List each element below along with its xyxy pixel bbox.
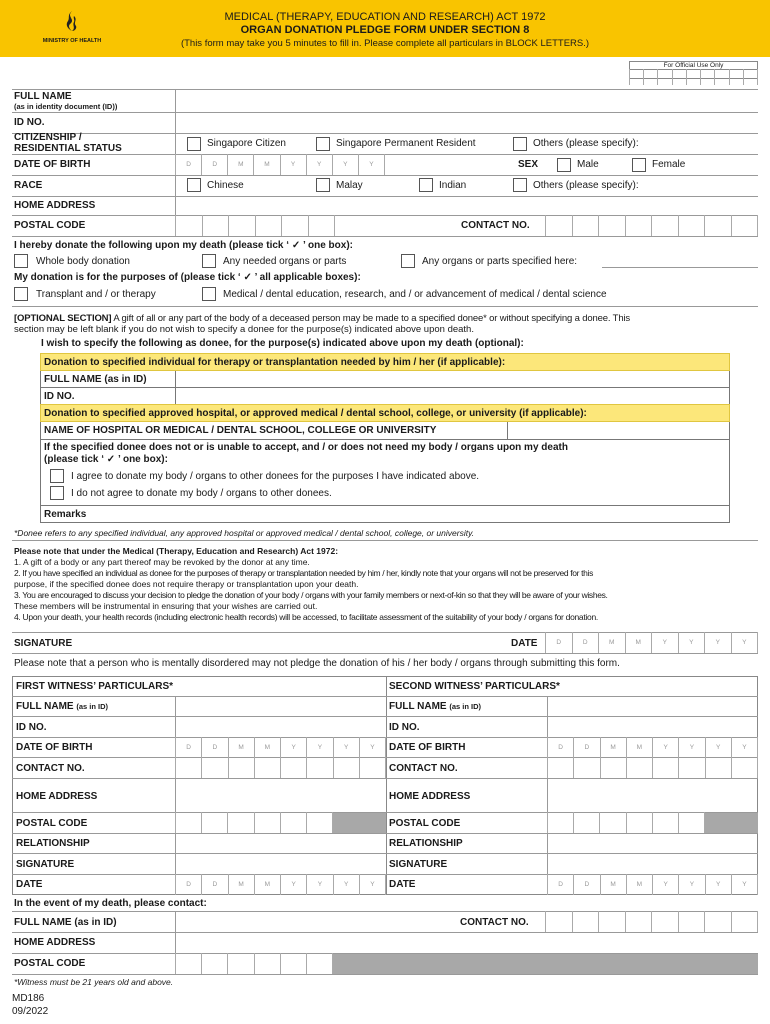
entry-cell[interactable] xyxy=(573,757,599,778)
title-subtitle: (This form may take you 5 minutes to fill in. Please complete all particulars in BLOCK LETTERS.) xyxy=(180,38,590,49)
donate-heading: I hereby donate the following upon my death (please tick ‘ ✓ ’ one box): xyxy=(14,240,353,251)
date-label: DATE xyxy=(511,638,538,649)
entry-cell[interactable]: D xyxy=(547,874,573,895)
entry-cell[interactable]: M xyxy=(227,154,253,175)
entry-cell[interactable]: M xyxy=(625,632,652,653)
full-name-input[interactable] xyxy=(176,90,758,112)
entry-cell[interactable] xyxy=(678,911,705,932)
entry-cell[interactable] xyxy=(545,911,572,932)
residential-status-label: RESIDENTIAL STATUS xyxy=(14,143,122,154)
whole-body-label: Whole body donation xyxy=(36,256,130,267)
entry-cell[interactable] xyxy=(280,812,306,833)
education-checkbox[interactable] xyxy=(202,287,216,301)
entry-cell[interactable] xyxy=(333,757,359,778)
w1-signature-label: SIGNATURE xyxy=(16,859,75,870)
w2-id-no-input[interactable] xyxy=(548,717,758,737)
race-label: RACE xyxy=(14,180,43,191)
w2-id-no-label: ID NO. xyxy=(389,722,420,733)
entry-cell[interactable] xyxy=(704,215,731,236)
entry-cell[interactable] xyxy=(227,953,253,974)
needed-organs-label: Any needed organs or parts xyxy=(223,256,347,267)
notes-heading: Please note that under the Medical (Therapy, Education and Research) Act 1972: xyxy=(14,546,339,556)
female-checkbox[interactable] xyxy=(632,158,646,172)
race-others-label: Others (please specify): xyxy=(533,180,639,191)
w2-dob-cells[interactable] xyxy=(547,737,758,757)
w1-full-name-label: FULL NAME (as in ID) xyxy=(16,701,109,712)
title-act: MEDICAL (THERAPY, EDUCATION AND RESEARCH) ACT 1972 xyxy=(224,11,546,23)
disagree-label: I do not agree to donate my body / organs to other donees. xyxy=(71,488,332,499)
entry-cell[interactable] xyxy=(175,953,201,974)
home-address-label: HOME ADDRESS xyxy=(14,200,96,211)
w1-date-cells[interactable] xyxy=(175,874,386,895)
entry-cell[interactable]: M xyxy=(626,874,652,895)
entry-cell[interactable] xyxy=(598,911,625,932)
education-label: Medical / dental education, research, and / or advancement of medical / dental science xyxy=(223,289,607,300)
entry-cell[interactable] xyxy=(678,757,704,778)
entry-cell[interactable]: Y xyxy=(359,737,386,757)
w2-date-label: DATE xyxy=(389,879,416,890)
entry-cell[interactable]: M xyxy=(598,632,625,653)
hospital-name-input[interactable] xyxy=(508,422,730,439)
w1-postal-shade xyxy=(333,813,386,833)
entry-cell[interactable]: Y xyxy=(280,737,306,757)
w2-home-label: HOME ADDRESS xyxy=(389,791,471,802)
entry-cell[interactable] xyxy=(731,757,758,778)
entry-cell[interactable]: D xyxy=(175,874,201,895)
entry-cell[interactable]: M xyxy=(600,874,626,895)
entry-cell[interactable] xyxy=(731,911,759,932)
entry-cell[interactable] xyxy=(280,757,306,778)
w2-contact-label: CONTACT NO. xyxy=(389,763,458,774)
entry-cell[interactable] xyxy=(281,215,308,236)
w2-contact-cells[interactable] xyxy=(547,757,758,778)
needed-organs-checkbox[interactable] xyxy=(202,254,216,268)
contact-heading: In the event of my death, please contact: xyxy=(14,898,207,909)
w1-signature-input[interactable] xyxy=(176,854,386,874)
w1-postal-cells[interactable] xyxy=(175,812,333,833)
postal-code-label: POSTAL CODE xyxy=(14,220,86,231)
entry-cell[interactable] xyxy=(306,953,333,974)
entry-cell[interactable] xyxy=(280,953,306,974)
first-witness-heading: FIRST WITNESS’ PARTICULARS* xyxy=(16,681,174,692)
entry-cell[interactable] xyxy=(175,757,201,778)
entry-cell[interactable] xyxy=(547,812,573,833)
entry-cell[interactable]: Y xyxy=(306,737,332,757)
entry-cell[interactable] xyxy=(202,215,229,236)
donee-id-no-label: ID NO. xyxy=(44,391,75,402)
transplant-label: Transplant and / or therapy xyxy=(36,289,156,300)
w2-full-name-input[interactable] xyxy=(548,697,758,716)
entry-cell[interactable] xyxy=(651,215,678,236)
contact-home-label: HOME ADDRESS xyxy=(14,937,96,948)
w1-relationship-label: RELATIONSHIP xyxy=(16,838,90,849)
contact-no-cells-2[interactable] xyxy=(545,911,758,932)
contact-full-name-input[interactable] xyxy=(176,912,456,932)
form-version-date: 09/2022 xyxy=(12,1006,49,1017)
entry-cell[interactable]: D xyxy=(573,874,599,895)
malay-checkbox[interactable] xyxy=(316,178,330,192)
entry-cell[interactable] xyxy=(201,812,227,833)
entry-cell[interactable] xyxy=(729,69,743,85)
specified-organs-line[interactable] xyxy=(602,267,758,268)
entry-cell[interactable]: D xyxy=(573,737,599,757)
mental-disorder-note: Please note that a person who is mentally disordered may not pledge the donation of his / her body / organs through submitting this form. xyxy=(14,658,620,669)
entry-cell[interactable] xyxy=(652,812,678,833)
w2-signature-input[interactable] xyxy=(548,854,758,874)
contact-no-label-2: CONTACT NO. xyxy=(460,917,529,928)
signature-label: SIGNATURE xyxy=(14,638,73,649)
entry-cell[interactable]: Y xyxy=(731,874,758,895)
entry-cell[interactable] xyxy=(643,69,657,85)
entry-cell[interactable]: Y xyxy=(678,737,704,757)
contact-postal-cells[interactable] xyxy=(175,953,333,974)
sg-pr-label: Singapore Permanent Resident xyxy=(336,138,476,149)
if-not-line-1: If the specified donee does not or is unable to accept, and / or does not need my body / organs upon my death xyxy=(44,442,568,453)
donee-full-name-label: FULL NAME (as in ID) xyxy=(44,374,147,385)
entry-cell[interactable]: D xyxy=(175,737,201,757)
entry-cell[interactable]: M xyxy=(228,874,254,895)
full-name-sublabel: (as in identity document (ID)) xyxy=(14,102,118,111)
entry-cell[interactable]: Y xyxy=(705,737,731,757)
entry-cell[interactable] xyxy=(572,911,599,932)
agree-label: I agree to donate my body / organs to other donees for the purposes I have indicated above. xyxy=(71,471,480,482)
entry-cell[interactable]: D xyxy=(175,154,201,175)
entry-cell[interactable]: Y xyxy=(332,154,358,175)
entry-cell[interactable] xyxy=(228,757,254,778)
specified-organs-checkbox[interactable] xyxy=(401,254,415,268)
moh-logo xyxy=(32,10,112,44)
disagree-checkbox[interactable] xyxy=(50,486,64,500)
contact-home-input[interactable] xyxy=(176,933,758,953)
w2-relationship-label: RELATIONSHIP xyxy=(389,838,463,849)
entry-cell[interactable]: M xyxy=(254,737,280,757)
entry-cell[interactable] xyxy=(201,953,227,974)
purpose-heading: My donation is for the purposes of (please tick ‘ ✓ ’ all applicable boxes): xyxy=(14,272,361,283)
entry-cell[interactable] xyxy=(227,812,253,833)
entry-cell[interactable] xyxy=(678,812,705,833)
w2-postal-shade xyxy=(705,813,758,833)
entry-cell[interactable] xyxy=(652,757,678,778)
optional-text-2: section may be left blank if you do not wish to specify a donee for the purpose(s) indicated above upon death. xyxy=(14,324,474,335)
entry-cell[interactable] xyxy=(547,757,573,778)
w2-postal-cells[interactable] xyxy=(547,812,705,833)
entry-cell[interactable]: Y xyxy=(678,632,705,653)
entry-cell[interactable]: M xyxy=(600,737,626,757)
remarks-input[interactable] xyxy=(100,506,730,523)
id-no-input[interactable] xyxy=(176,113,758,133)
w2-postal-label: POSTAL CODE xyxy=(389,818,461,829)
entry-cell[interactable]: D xyxy=(545,632,572,653)
signature-date-cells[interactable] xyxy=(545,632,758,653)
hospital-name-label: NAME OF HOSPITAL OR MEDICAL / DENTAL SCHOOL, COLLEGE OR UNIVERSITY xyxy=(44,425,437,436)
id-no-label: ID NO. xyxy=(14,117,45,128)
w1-date-label: DATE xyxy=(16,879,43,890)
wish-heading: I wish to specify the following as donee, for the purpose(s) indicated above upon my death (optional): xyxy=(41,338,524,349)
sg-citizen-checkbox[interactable] xyxy=(187,137,201,151)
sg-pr-checkbox[interactable] xyxy=(316,137,330,151)
entry-cell[interactable]: Y xyxy=(731,632,759,653)
entry-cell[interactable] xyxy=(714,69,728,85)
donee-id-no-input[interactable] xyxy=(176,388,730,404)
entry-cell[interactable]: Y xyxy=(359,874,386,895)
entry-cell[interactable]: Y xyxy=(333,737,359,757)
chinese-label: Chinese xyxy=(207,180,244,191)
entry-cell[interactable]: D xyxy=(201,737,227,757)
entry-cell[interactable] xyxy=(600,757,626,778)
signature-input[interactable] xyxy=(90,633,500,653)
entry-cell[interactable]: Y xyxy=(333,874,359,895)
entry-cell[interactable] xyxy=(700,69,714,85)
w2-relationship-input[interactable] xyxy=(548,834,758,853)
entry-cell[interactable] xyxy=(672,69,686,85)
entry-cell[interactable]: D xyxy=(201,874,227,895)
indian-checkbox[interactable] xyxy=(419,178,433,192)
entry-cell[interactable]: M xyxy=(228,737,254,757)
entry-cell[interactable] xyxy=(626,812,652,833)
donee-individual-heading: Donation to specified individual for therapy or transplantation needed by him / her (if applicable): xyxy=(44,357,506,368)
w1-full-name-input[interactable] xyxy=(176,697,386,716)
entry-cell[interactable] xyxy=(306,812,333,833)
dob-label: DATE OF BIRTH xyxy=(14,159,91,170)
agree-checkbox[interactable] xyxy=(50,469,64,483)
entry-cell[interactable]: Y xyxy=(280,154,306,175)
note-1: 1. A gift of a body or any part thereof may be revoked by the donor at any time. xyxy=(14,557,310,567)
form-code: MD186 xyxy=(12,993,45,1004)
postal-code-cells[interactable] xyxy=(175,215,335,236)
donee-footnote: *Donee refers to any specified individual, any approved hospital or approved medical / dental school, college, or university. xyxy=(14,528,475,538)
remarks-label: Remarks xyxy=(44,509,87,520)
entry-cell[interactable]: Y xyxy=(705,874,731,895)
entry-cell[interactable]: Y xyxy=(678,874,704,895)
entry-cell[interactable]: Y xyxy=(652,874,678,895)
full-name-label: FULL NAME xyxy=(14,91,72,102)
w2-dob-label: DATE OF BIRTH xyxy=(389,742,466,753)
note-3a: 3. You are encouraged to discuss your decision to pledge the donation of your body / organs with your family members or next-of-kin so that they will be aware of your wishes. xyxy=(14,590,608,600)
entry-cell[interactable] xyxy=(228,215,255,236)
entry-cell[interactable] xyxy=(625,911,652,932)
entry-cell[interactable] xyxy=(598,215,625,236)
entry-cell[interactable] xyxy=(545,215,572,236)
w1-home-label: HOME ADDRESS xyxy=(16,791,98,802)
w1-contact-cells[interactable] xyxy=(175,757,386,778)
entry-cell[interactable] xyxy=(359,757,386,778)
w2-home-input[interactable] xyxy=(548,779,758,812)
w1-dob-label: DATE OF BIRTH xyxy=(16,742,93,753)
entry-cell[interactable] xyxy=(175,812,201,833)
male-label: Male xyxy=(577,159,599,170)
w2-signature-label: SIGNATURE xyxy=(389,859,448,870)
specified-organs-label: Any organs or parts specified here: xyxy=(422,256,578,267)
w1-id-no-input[interactable] xyxy=(176,717,386,737)
w1-postal-label: POSTAL CODE xyxy=(16,818,88,829)
entry-cell[interactable]: D xyxy=(572,632,599,653)
malay-label: Malay xyxy=(336,180,363,191)
entry-cell[interactable]: M xyxy=(254,874,280,895)
entry-cell[interactable] xyxy=(572,215,599,236)
contact-full-name-label: FULL NAME (as in ID) xyxy=(14,917,117,928)
female-label: Female xyxy=(652,159,686,170)
official-use-label: For Official Use Only xyxy=(630,62,757,70)
entry-cell[interactable]: Y xyxy=(306,154,332,175)
w2-full-name-label: FULL NAME (as in ID) xyxy=(389,701,482,712)
entry-cell[interactable] xyxy=(255,215,282,236)
entry-cell[interactable]: Y xyxy=(731,737,758,757)
moh-flame-icon xyxy=(63,10,81,32)
entry-cell[interactable]: M xyxy=(253,154,279,175)
entry-cell[interactable] xyxy=(686,69,700,85)
contact-postal-shade xyxy=(333,954,758,974)
entry-cell[interactable] xyxy=(651,911,678,932)
note-3b: These members will be instrumental in ensuring that your wishes are carried out. xyxy=(14,601,318,611)
transplant-checkbox[interactable] xyxy=(14,287,28,301)
entry-cell[interactable] xyxy=(626,757,652,778)
form-title xyxy=(130,11,640,49)
w1-dob-cells[interactable] xyxy=(175,737,386,757)
witness-footnote: *Witness must be 21 years old and above. xyxy=(14,977,174,987)
donee-hospital-heading: Donation to specified approved hospital, or approved medical / dental school, college, or university (if applicable): xyxy=(44,408,587,419)
logo-text: MINISTRY OF HEALTH xyxy=(42,38,102,44)
entry-cell[interactable] xyxy=(201,757,227,778)
entry-cell[interactable] xyxy=(254,757,280,778)
entry-cell[interactable] xyxy=(657,69,671,85)
w1-contact-label: CONTACT NO. xyxy=(16,763,85,774)
entry-cell[interactable] xyxy=(306,757,332,778)
entry-cell[interactable] xyxy=(731,215,759,236)
entry-cell[interactable] xyxy=(175,215,202,236)
donee-full-name-input[interactable] xyxy=(176,372,730,387)
optional-text-1: [OPTIONAL SECTION] A gift of all or any part of the body of a deceased person may be made to a specified donee* or without specifying a donee. This xyxy=(14,313,631,324)
entry-cell[interactable] xyxy=(573,812,599,833)
title-form: ORGAN DONATION PLEDGE FORM UNDER SECTION 8 xyxy=(240,24,530,36)
citizenship-others-label: Others (please specify): xyxy=(533,138,639,149)
entry-cell[interactable]: D xyxy=(201,154,227,175)
note-2a: 2. If you have specified an individual as donee for the purposes of therapy or transplantation needed by him / her, kindly note that your organs will not be preserved for this xyxy=(14,568,593,578)
second-witness-heading: SECOND WITNESS’ PARTICULARS* xyxy=(389,681,560,692)
citizenship-others-checkbox[interactable] xyxy=(513,137,527,151)
note-4: 4. Upon your death, your health records (including electronic health records) will be accessed, to facilitate assessment of the suitability of your body / organs for donation. xyxy=(14,612,598,622)
entry-cell[interactable] xyxy=(743,69,758,85)
w1-home-input[interactable] xyxy=(176,779,386,812)
contact-postal-label: POSTAL CODE xyxy=(14,958,86,969)
dob-date-cells[interactable] xyxy=(175,154,385,175)
indian-label: Indian xyxy=(439,180,467,191)
if-not-line-2: (please tick ‘ ✓ ’ one box): xyxy=(44,454,168,465)
entry-cell[interactable]: Y xyxy=(652,737,678,757)
contact-no-label: CONTACT NO. xyxy=(461,220,530,231)
entry-cell[interactable]: M xyxy=(626,737,652,757)
chinese-checkbox[interactable] xyxy=(187,178,201,192)
sex-label: SEX xyxy=(518,159,539,170)
male-checkbox[interactable] xyxy=(557,158,571,172)
w1-id-no-label: ID NO. xyxy=(16,722,47,733)
w1-relationship-input[interactable] xyxy=(176,834,386,853)
entry-cell[interactable] xyxy=(254,953,280,974)
contact-no-cells[interactable] xyxy=(545,215,758,236)
note-2b: purpose, if the specified donee does not require therapy or transplantation upon your death. xyxy=(14,579,359,589)
entry-cell[interactable] xyxy=(704,911,731,932)
entry-cell[interactable] xyxy=(308,215,336,236)
official-use-cells xyxy=(629,69,758,85)
entry-cell[interactable] xyxy=(254,812,280,833)
sg-citizen-label: Singapore Citizen xyxy=(207,138,286,149)
entry-cell[interactable]: Y xyxy=(306,874,332,895)
entry-cell[interactable] xyxy=(629,69,643,85)
entry-cell[interactable]: Y xyxy=(704,632,731,653)
whole-body-checkbox[interactable] xyxy=(14,254,28,268)
entry-cell[interactable] xyxy=(599,812,625,833)
home-address-input[interactable] xyxy=(176,197,758,215)
entry-cell[interactable] xyxy=(678,215,705,236)
entry-cell[interactable] xyxy=(625,215,652,236)
entry-cell[interactable]: Y xyxy=(651,632,678,653)
citizenship-label: CITIZENSHIP / xyxy=(14,132,82,143)
entry-cell[interactable] xyxy=(705,757,731,778)
w2-date-cells[interactable] xyxy=(547,874,758,895)
entry-cell[interactable]: Y xyxy=(280,874,306,895)
race-others-checkbox[interactable] xyxy=(513,178,527,192)
entry-cell[interactable]: Y xyxy=(358,154,385,175)
entry-cell[interactable]: D xyxy=(547,737,573,757)
